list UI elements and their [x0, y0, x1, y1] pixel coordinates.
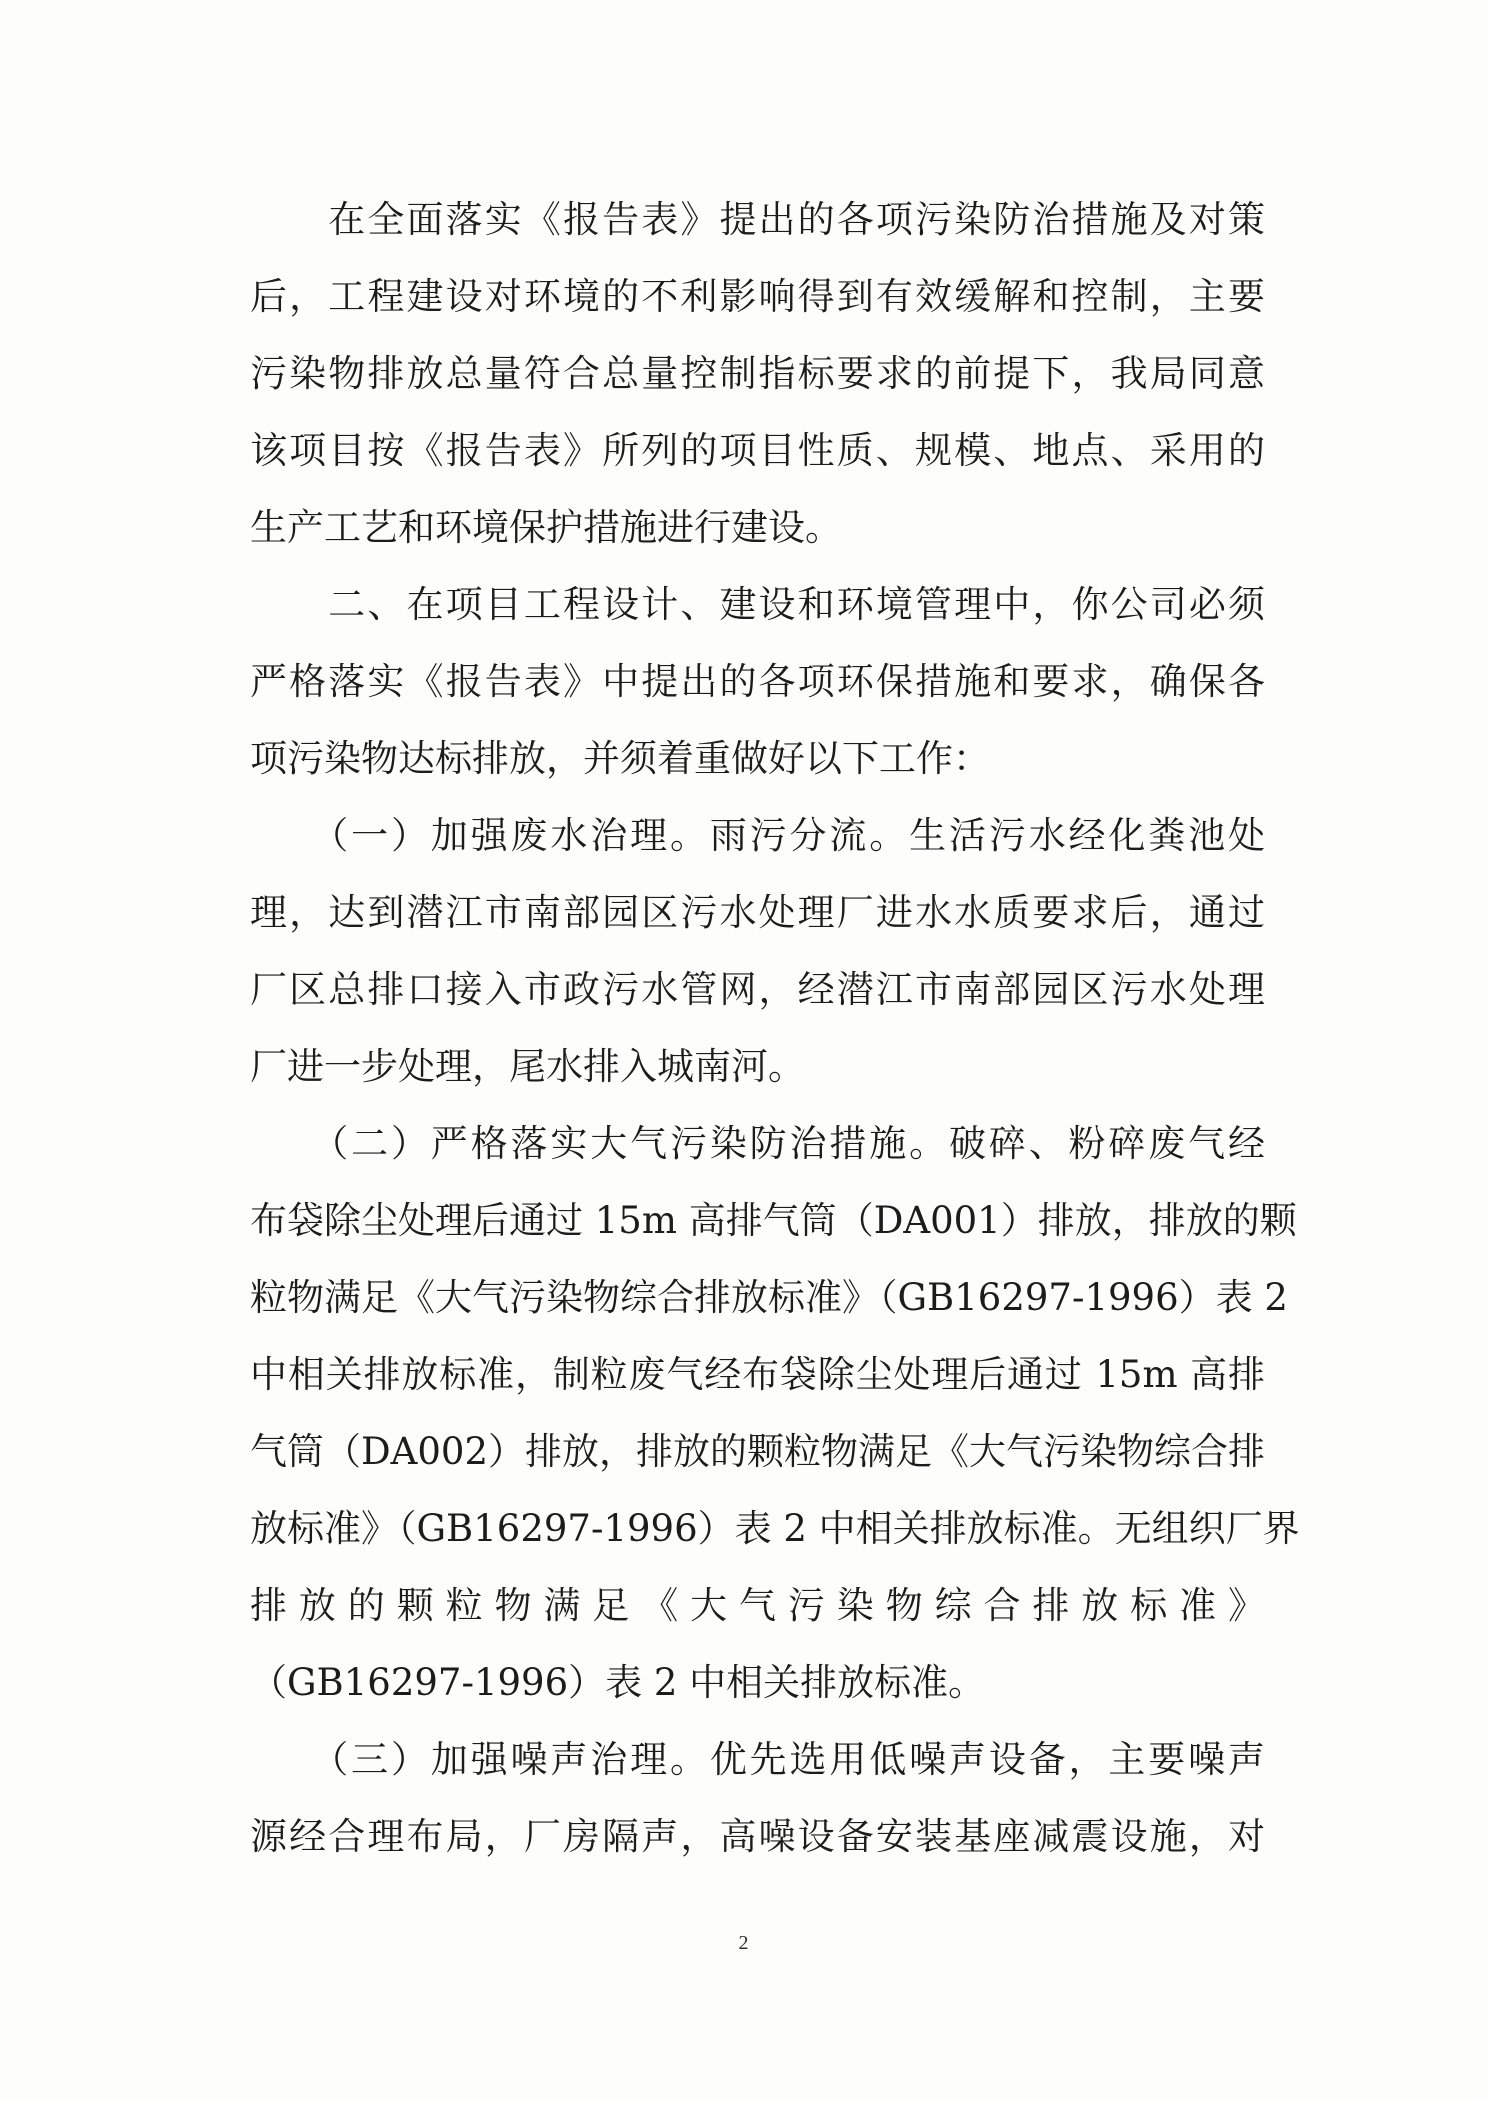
text-line: （二）严格落实大气污染防治措施。破碎、粉碎废气经: [250, 1122, 1265, 1165]
page-number: 2: [738, 1932, 749, 1954]
text-line: 二、在项目工程设计、建设和环境管理中，你公司必须: [250, 583, 1265, 626]
text-line: 污染物排放总量符合总量控制指标要求的前提下，我局同意: [250, 352, 1265, 395]
text-line: 放标准》（GB16297-1996）表 2 中相关排放标准。无组织厂界: [250, 1507, 1300, 1550]
text-line: 理，达到潜江市南部园区污水处理厂进水水质要求后，通过: [250, 891, 1265, 934]
text-line: （一）加强废水治理。雨污分流。生活污水经化粪池处: [250, 814, 1265, 857]
text-line: 粒物满足《大气污染物综合排放标准》（GB16297-1996）表 2: [250, 1276, 1288, 1319]
text-line: 后，工程建设对环境的不利影响得到有效缓解和控制，主要: [250, 275, 1265, 318]
text-line: （三）加强噪声治理。优先选用低噪声设备，主要噪声: [250, 1738, 1265, 1781]
text-line: 项污染物达标排放，并须着重做好以下工作：: [250, 737, 990, 780]
text-line: 在全面落实《报告表》提出的各项污染防治措施及对策: [250, 198, 1265, 241]
text-line: 生产工艺和环境保护措施进行建设。: [250, 506, 842, 549]
text-line: 布袋除尘处理后通过 15m 高排气筒（DA001）排放，排放的颗: [250, 1199, 1297, 1242]
text-line: 排放的颗粒物满足《大气污染物综合排放标准》: [250, 1584, 1265, 1627]
text-line: 严格落实《报告表》中提出的各项环保措施和要求，确保各: [250, 660, 1265, 703]
text-line: 该项目按《报告表》所列的项目性质、规模、地点、采用的: [250, 429, 1265, 472]
text-line: 厂进一步处理，尾水排入城南河。: [250, 1045, 805, 1088]
text-line: 气筒（DA002）排放，排放的颗粒物满足《大气污染物综合排: [250, 1430, 1266, 1473]
text-line: 源经合理布局，厂房隔声，高噪设备安装基座减震设施，对: [250, 1815, 1265, 1858]
text-line: 中相关排放标准，制粒废气经布袋除尘处理后通过 15m 高排: [250, 1353, 1265, 1396]
text-line: 厂区总排口接入市政污水管网，经潜江市南部园区污水处理: [250, 968, 1265, 1011]
text-line: （GB16297-1996）表 2 中相关排放标准。: [250, 1661, 986, 1704]
